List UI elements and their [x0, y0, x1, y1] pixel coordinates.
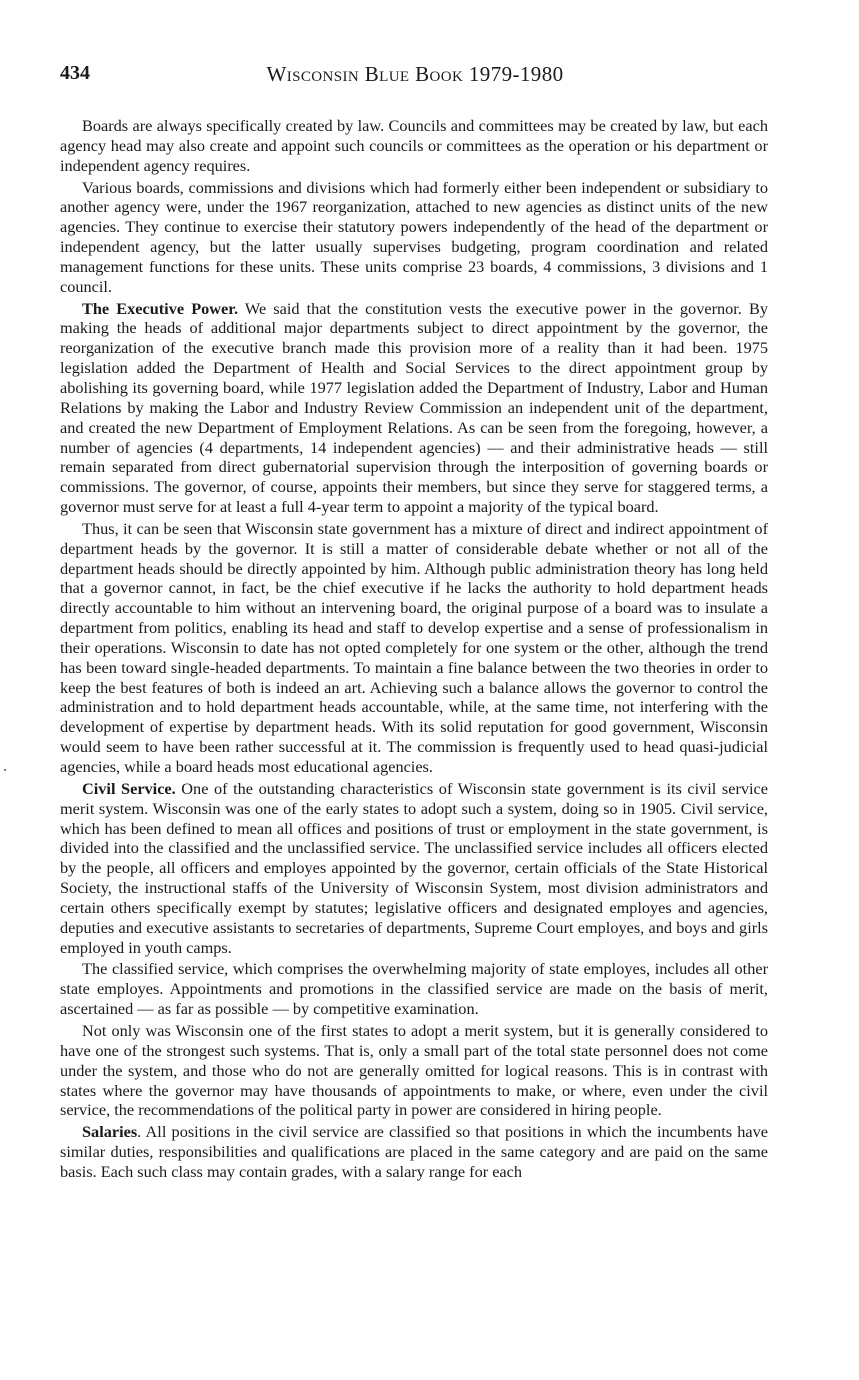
document-page: [60, 62, 768, 1184]
section-heading-salaries: Salaries: [82, 1122, 138, 1142]
running-title: Wisconsin Blue Book 1979-1980: [266, 62, 564, 86]
paragraph-text: One of the outstanding characteristics of Wisconsin state government is its civil service merit system. Wisconsin was one of the early states to adopt such a system, doing so in 1905. Civil service, which has been defined to mean all offices and positions of trust or employment in the state government, is divided into the classified and the unclassified service. The unclassified service includes all officers elected by the people, all officers and employes appointed by the governor, certain officials of the State Historical Society, the instructional staffs of the University of Wisconsin System, most division administrators and certain others specifically exempt by statutes; legislative officers and designated employes and agencies, deputies and executive assistants to secretaries of departments, Supreme Court employes, and boys and girls employed in youth camps.: [60, 778, 768, 957]
paragraph-classified-service: [60, 959, 768, 1019]
paragraph-text: Thus, it can be seen that Wisconsin state government has a mixture of direct and indirect appointment of department heads by the governor. It is still a matter of considerable debate whether or not all of the department heads should be directly appointed by him. Although public administration theory has long held that a governor cannot, in fact, be the chief executive if he lacks the authority to hold department heads directly accountable to him without an intervening board, the original purpose of a board was to insulate a department from politics, enabling its head and staff to develop expertise and a sense of professionalism in their operations. Wisconsin to date has not opted completely for one system or the other, although the trend has been toward single-headed departments. To maintain a fine balance between the two theories in order to keep the best features of both is indeed an art. Achieving such a balance allows the governor to control the administration and to hold department heads accountable, while, at the same time, not interfering with the development of expertise by department heads. With its solid reputation for good government, Wisconsin would seem to have been rather successful at it. The commission is frequently used to head quasi-judicial agencies, while a board heads most educational agencies.: [60, 518, 768, 776]
paragraph-reorganization-units: [60, 178, 768, 297]
page-header: [60, 62, 768, 92]
section-heading-executive-power: The Executive Power.: [82, 298, 239, 318]
paragraph-text: We said that the constitution vests the executive power in the governor. By making the heads of additional major departments subject to direct appointment by the governor, the reorganization of the executive branch made this provision more of a reality than it had been. 1975 legislation added the Department of Health and Social Services to the direct appointment group by abolishing its governing board, while 1977 legislation added the Department of Industry, Labor and Human Relations by making the Labor and Industry Review Commission an independent unit of the department, and created the new Department of Employment Relations. As can be seen from the foregoing, however, a number of agencies (4 departments, 14 independent agencies) — and their administrative heads — still remain separated from direct gubernatorial supervision through the interposition of governing boards or commissions. The governor, of course, appoints their members, but since they serve for staggered terms, a governor must serve for at least a full 4-year term to appoint a majority of the typical board.: [60, 298, 768, 517]
paragraph-boards: [60, 116, 768, 176]
scan-speck: [4, 769, 6, 771]
paragraph-civil-service: [60, 779, 768, 958]
section-heading-civil-service: Civil Service.: [82, 778, 176, 798]
paragraph-merit-system: [60, 1021, 768, 1120]
paragraph-appointment-debate: [60, 519, 768, 777]
paragraph-text: The classified service, which comprises the overwhelming majority of state employes, includes all other state employes. Appointments and promotions in the classified service are made on the basis of merit, ascertained — as far as possible — by competitive examination.: [60, 959, 768, 1019]
paragraph-text: . All positions in the civil service are classified so that positions in which the incumbents have similar duties, responsibilities and qualifications are placed in the same category and are paid on the same basis. Each such class may contain grades, with a salary range for each: [60, 1122, 768, 1181]
page-number: 434: [60, 62, 90, 84]
body-text: [60, 116, 768, 1182]
paragraph-executive-power: [60, 299, 768, 517]
paragraph-text: Not only was Wisconsin one of the first states to adopt a merit system, but it is generally considered to have one of the strongest such systems. That is, only a small part of the total state personnel does not come under the system, and those who do not are generally omitted for logical reasons. This is in contrast with states where the governor may have thousands of appointments to make, or where, even under the civil service, the recommendations of the political party in power are considered in hiring people.: [60, 1020, 768, 1120]
paragraph-text: Various boards, commissions and divisions which had formerly either been independent or subsidiary to another agency were, under the 1967 reorganization, attached to new agencies as distinct units of the new agencies. They continue to exercise their statutory powers independently of the head of the department or independent agency, but the latter usually supervises budgeting, program coordination and related management functions for these units. These units comprise 23 boards, 4 commissions, 3 divisions and 1 council.: [60, 177, 768, 296]
paragraph-text: Boards are always specifically created by law. Councils and committees may be created by law, but each agency head may also create and appoint such councils or committees as the operation or his department or independent agency requires.: [60, 116, 768, 175]
paragraph-salaries: [60, 1122, 768, 1182]
